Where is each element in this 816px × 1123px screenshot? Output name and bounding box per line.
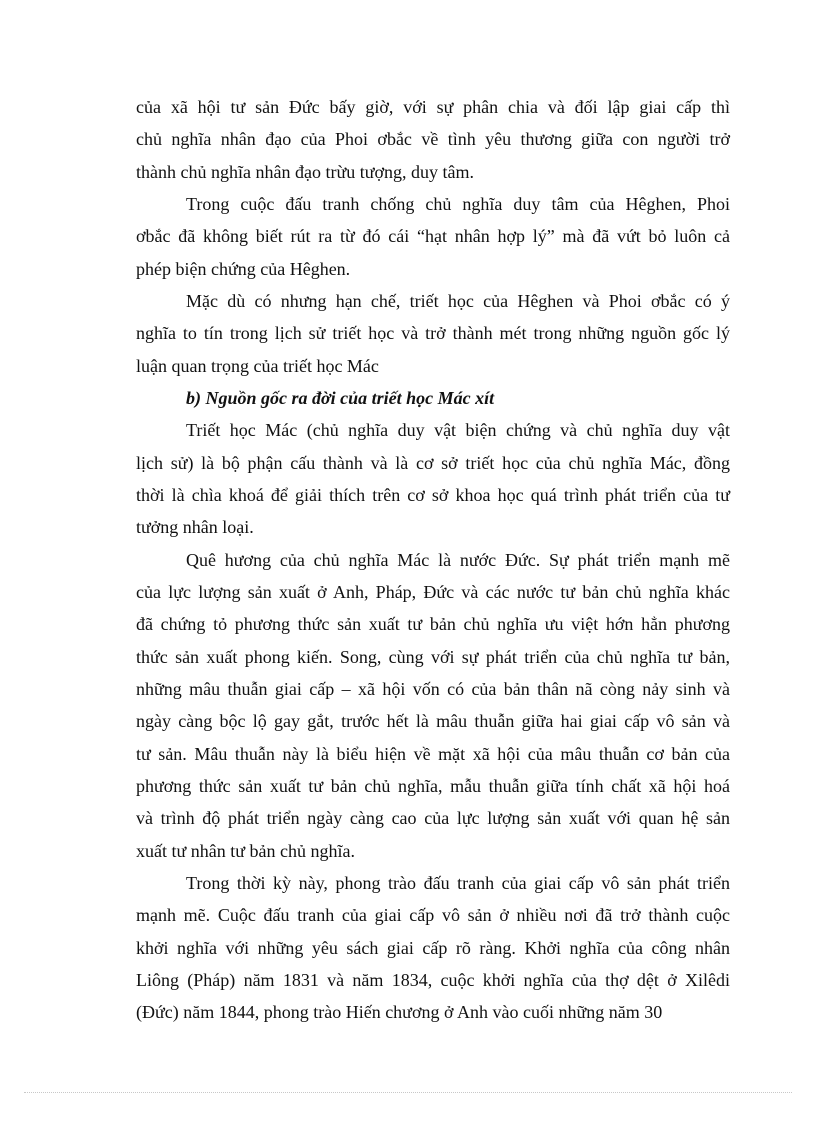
- text-line: thức sản xuất phong kiến. Song, cùng với sự phát triển của chủ nghĩa tư bản,: [136, 647, 730, 667]
- text-line: Quê hương của chủ nghĩa Mác là nước Đức. Sự phát triển mạnh mẽ: [186, 550, 730, 570]
- text-line: ngày càng bộc lộ gay gắt, trước hết là mâu thuẫn giữa hai giai cấp vô sản và: [136, 711, 730, 731]
- text-line: của xã hội tư sản Đức bấy giờ, với sự phân chia và đối lập giai cấp thì: [136, 97, 730, 117]
- text-line: Trong cuộc đấu tranh chống chủ nghĩa duy tâm của Hêghen, Phoi: [186, 194, 730, 214]
- text-line: (Đức) năm 1844, phong trào Hiến chương ở Anh vào cuối những năm 30: [136, 1002, 663, 1022]
- text-line: chủ nghĩa nhân đạo của Phoi ơbắc về tình yêu thương giữa con người trở: [136, 129, 730, 149]
- text-line: Triết học Mác (chủ nghĩa duy vật biện chứng và chủ nghĩa duy vật: [186, 420, 730, 440]
- text-line: khởi nghĩa với những yêu sách giai cấp rõ ràng. Khởi nghĩa của công nhân: [136, 938, 730, 958]
- text-line: của lực lượng sản xuất ở Anh, Pháp, Đức và các nước tư bản chủ nghĩa khác: [136, 582, 730, 602]
- text-line: Liông (Pháp) năm 1831 và năm 1834, cuộc khởi nghĩa của thợ dệt ở Xilêdi: [136, 970, 730, 990]
- text-line: luận quan trọng của triết học Mác: [136, 356, 379, 376]
- text-line: đã chứng tỏ phương thức sản xuất tư bản chủ nghĩa ưu việt hớn hẳn phương: [136, 614, 730, 634]
- text-line: tưởng nhân loại.: [136, 517, 254, 537]
- text-line: phép biện chứng của Hêghen.: [136, 259, 351, 279]
- text-line: thành chủ nghĩa nhân đạo trừu tượng, duy tâm.: [136, 162, 474, 182]
- text-line: lịch sử) là bộ phận cấu thành và là cơ sở triết học của chủ nghĩa Mác, đồng: [136, 453, 730, 473]
- text-line: mạnh mẽ. Cuộc đấu tranh của giai cấp vô sản ở nhiều nơi đã trở thành cuộc: [136, 905, 730, 925]
- text-line: và trình độ phát triển ngày càng cao của lực lượng sản xuất với quan hệ sản: [136, 808, 730, 828]
- text-line: tư sản. Mâu thuẫn này là biểu hiện về mặt xã hội của mâu thuẫn cơ bản của: [136, 744, 730, 764]
- page-bottom-rule: [24, 1092, 792, 1093]
- text-line: Mặc dù có nhưng hạn chế, triết học của Hêghen và Phoi ơbắc có ý: [186, 291, 730, 311]
- text-line: phương thức sản xuất tư bản chủ nghĩa, mẫu thuẫn giữa tính chất xã hội hoá: [136, 776, 730, 796]
- text-line: ơbắc đã không biết rút ra từ đó cái “hạt nhân hợp lý” mà đã vứt bỏ luôn cả: [136, 226, 730, 246]
- text-line: Trong thời kỳ này, phong trào đấu tranh của giai cấp vô sản phát triển: [186, 873, 730, 893]
- text-line: xuất tư nhân tư bản chủ nghĩa.: [136, 841, 355, 861]
- text-line: những mâu thuẫn giai cấp – xã hội vốn có của bản thân nã còng nảy sinh và: [136, 679, 730, 699]
- text-line: nghĩa to tín trong lịch sử triết học và trở thành mét trong những nguồn gốc lý: [136, 323, 730, 343]
- text-line: thời là chìa khoá để giải thích trên cơ sở khoa học quá trình phát triển của tư: [136, 485, 730, 505]
- section-heading: b) Nguồn gốc ra đời của triết học Mác xít: [186, 388, 495, 408]
